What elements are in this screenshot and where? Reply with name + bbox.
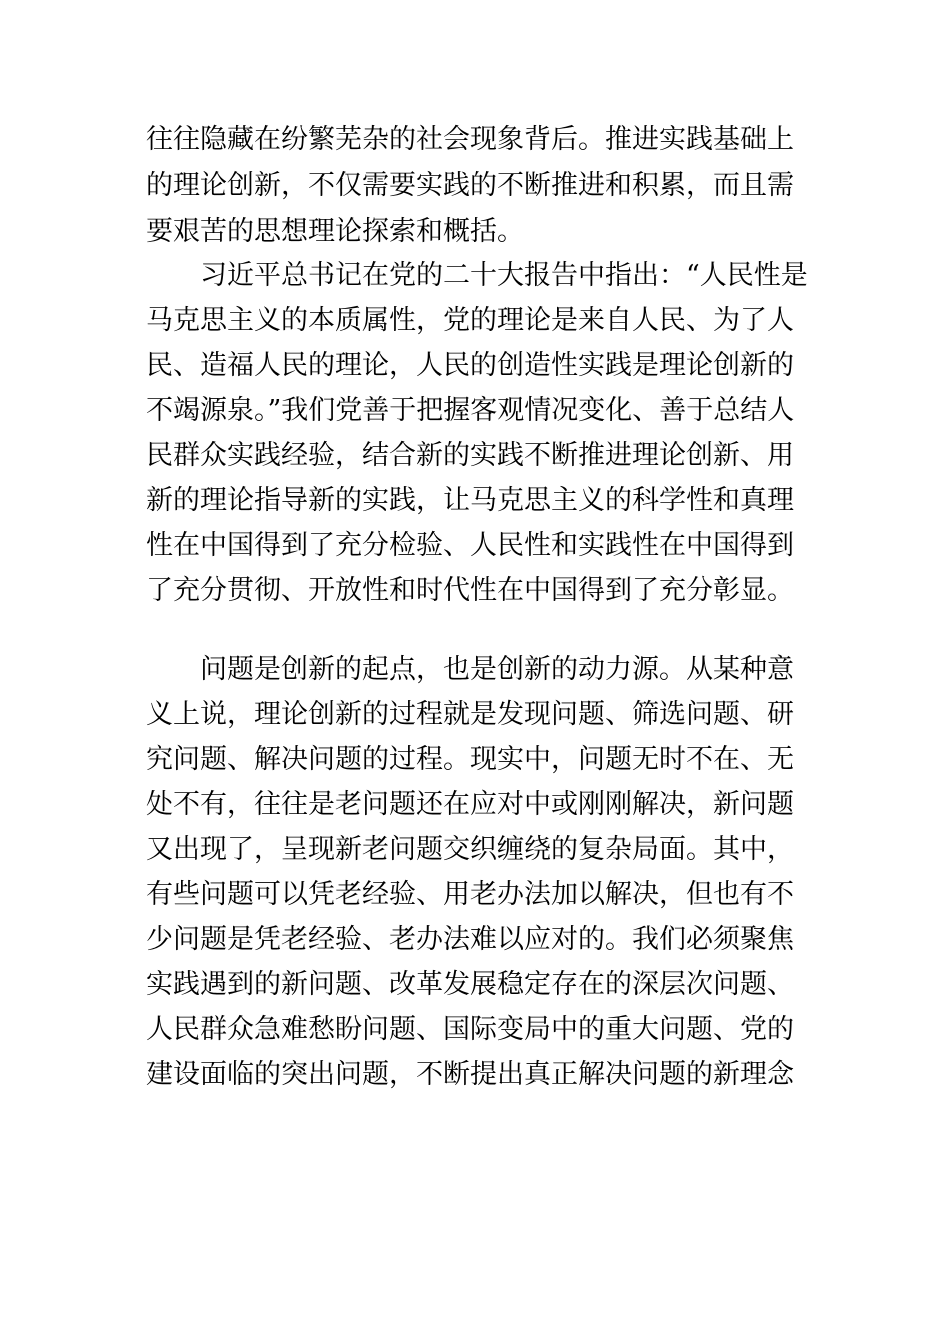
paragraph-2-line-5: 民群众实践经验，结合新的实践不断推进理论创新、用 — [146, 440, 794, 471]
paragraph-1-line-2: 的理论创新，不仅需要实践的不断推进和积累，而且需 — [146, 170, 794, 201]
paragraph-2-line-6: 新的理论指导新的实践，让马克思主义的科学性和真理 — [146, 485, 794, 516]
paragraph-3-line-1: 问题是创新的起点，也是创新的动力源。从某种意 — [200, 654, 794, 685]
paragraph-1-line-3: 要艰苦的思想理论探索和概括。 — [146, 216, 524, 247]
paragraph-3-line-3: 究问题、解决问题的过程。现实中，问题无时不在、无 — [146, 744, 794, 775]
paragraph-3-line-8: 实践遇到的新问题、改革发展稳定存在的深层次问题、 — [146, 969, 794, 1000]
paragraph-2-line-2: 马克思主义的本质属性，党的理论是来自人民、为了人 — [146, 305, 794, 336]
paragraph-2-line-1: 习近平总书记在党的二十大报告中指出：“人民性是 — [200, 260, 808, 291]
paragraph-3-line-7: 少问题是凭老经验、老办法难以应对的。我们必须聚焦 — [146, 924, 794, 955]
paragraph-3-line-9: 人民群众急难愁盼问题、国际变局中的重大问题、党的 — [146, 1014, 794, 1045]
paragraph-3-line-2: 义上说，理论创新的过程就是发现问题、筛选问题、研 — [146, 699, 794, 730]
paragraph-3-line-6: 有些问题可以凭老经验、用老办法加以解决，但也有不 — [146, 879, 794, 910]
paragraph-2-line-3: 民、造福人民的理论，人民的创造性实践是理论创新的 — [146, 350, 794, 381]
paragraph-2-line-4: 不竭源泉。”我们党善于把握客观情况变化、善于总结人 — [146, 395, 795, 426]
paragraph-3-line-5: 又出现了，呈现新老问题交织缠绕的复杂局面。其中， — [146, 834, 794, 865]
paragraph-2-line-7: 性在中国得到了充分检验、人民性和实践性在中国得到 — [146, 530, 794, 561]
paragraph-2-line-8: 了充分贯彻、开放性和时代性在中国得到了充分彰显。 — [146, 575, 794, 606]
paragraph-3-line-4: 处不有，往往是老问题还在应对中或刚刚解决，新问题 — [146, 789, 794, 820]
paragraph-1-line-1: 往往隐藏在纷繁芜杂的社会现象背后。推进实践基础上 — [146, 124, 794, 155]
paragraph-3-line-10: 建设面临的突出问题，不断提出真正解决问题的新理念 — [146, 1059, 794, 1090]
